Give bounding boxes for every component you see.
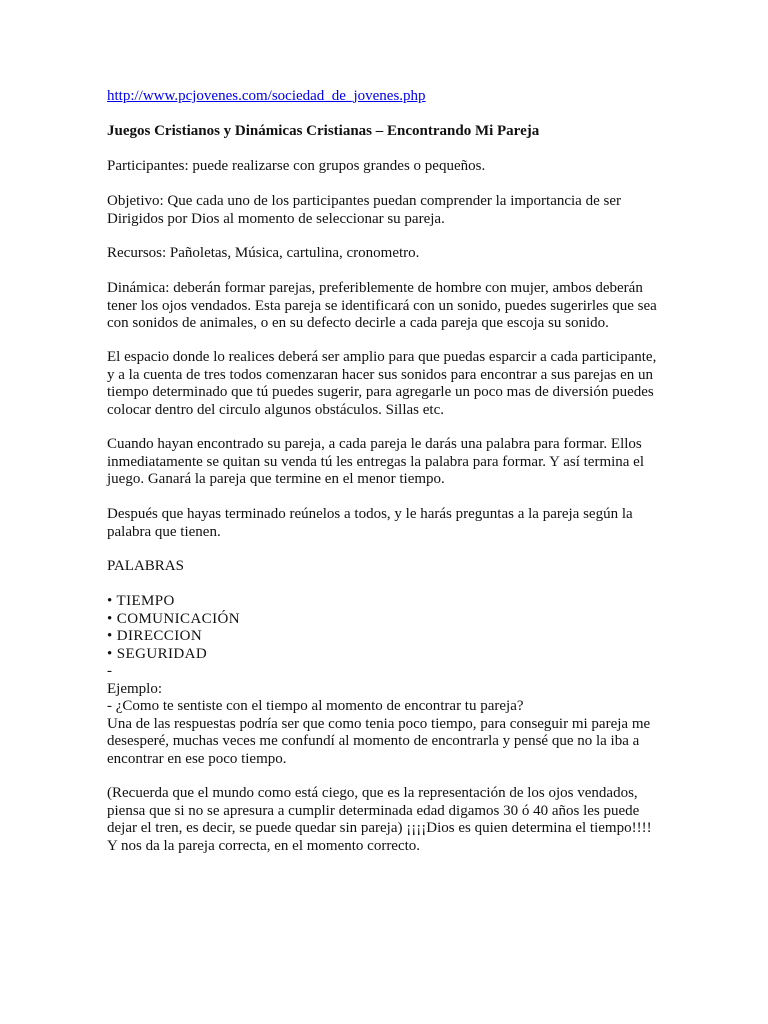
participantes-text: Participantes: puede realizarse con grupos grandes o pequeños. [107,158,486,174]
participantes-paragraph [107,158,667,176]
ejemplo-line: Una de las respuestas podría ser que como tenia poco tiempo, para conseguir mi pareja me [107,715,651,732]
dinamica-paragraph [107,280,667,333]
document-title-text: Juegos Cristianos y Dinámicas Cristianas – Encontrando Mi Pareja [107,123,540,139]
despues-paragraph [107,506,667,541]
ejemplo-line: - [107,663,112,679]
recursos-paragraph [107,245,667,263]
recuerda-paragraph [107,785,667,855]
espacio-paragraph [107,349,667,419]
recursos-text: Recursos: Pañoletas, Música, cartulina, cronometro. [107,245,420,261]
objetivo-line: Dirigidos por Dios al momento de seleccionar su pareja. [107,210,445,227]
ejemplo-line: Ejemplo: [107,680,162,697]
ejemplo-line: encontrar en ese poco tiempo. [107,750,287,767]
dinamica-line: tener los ojos vendados. Esta pareja se identificará con un sonido, puedes sugerirles que sea [107,297,657,314]
list-item: • COMUNICACIÓN [107,610,240,627]
list-item: • SEGURIDAD [107,645,208,662]
dinamica-line: Dinámica: deberán formar parejas, preferiblemente de hombre con mujer, ambos deberán [107,280,643,296]
list-item: • DIRECCION [107,628,203,645]
espacio-line: tiempo determinado que tú puedes sugerir, para agregarle un poco mas de diversión puedes [107,384,654,401]
source-link[interactable]: http://www.pcjovenes.com/sociedad_de_jovenes.php [107,88,426,104]
document-title [107,123,667,141]
cuando-line: juego. Ganará la pareja que termine en el menor tiempo. [107,471,445,488]
objetivo-paragraph [107,193,667,228]
recuerda-line: dejar el tren, es decir, se puede quedar sin pareja) ¡¡¡¡Dios es quien determina el tiempo!!!! [107,820,652,837]
despues-line: palabra que tienen. [107,523,221,540]
palabras-heading [107,558,667,576]
espacio-line: y a la cuenta de tres todos comenzaran hacer sus sonidos para encontrar a sus parejas en un [107,366,654,383]
recuerda-line: piensa que si no se apresura a cumplir determinada edad digamos 30 ó 40 años les puede [107,802,640,819]
cuando-paragraph [107,436,667,489]
source-link-paragraph [107,88,667,106]
ejemplo-paragraph [107,663,667,769]
despues-line: Después que hayas terminado reúnelos a todos, y le harás preguntas a la pareja según la [107,506,633,522]
cuando-line: inmediatamente se quitan su venda tú les entregas la palabra para formar. Y así termina el [107,453,645,470]
list-item: • TIEMPO [107,593,175,609]
palabras-heading-text: PALABRAS [107,558,184,574]
ejemplo-line: - ¿Como te sentiste con el tiempo al momento de encontrar tu pareja? [107,698,524,715]
objetivo-line: Objetivo: Que cada uno de los participantes puedan comprender la importancia de ser [107,193,621,209]
palabras-list [107,593,667,663]
ejemplo-line: desesperé, muchas veces me confundí al momento de encontrarla y pensé que no la iba a [107,733,640,750]
recuerda-line: (Recuerda que el mundo como está ciego, que es la representación de los ojos vendados, [107,785,638,801]
espacio-line: El espacio donde lo realices deberá ser amplio para que puedas esparcir a cada participante, [107,349,657,365]
cuando-line: Cuando hayan encontrado su pareja, a cada pareja le darás una palabra para formar. Ellos [107,436,642,452]
dinamica-line: con sonidos de animales, o en su defecto decirle a cada pareja que escoja su sonido. [107,315,609,332]
espacio-line: colocar dentro del circulo algunos obstáculos. Sillas etc. [107,401,444,418]
recuerda-line: Y nos da la pareja correcta, en el momento correcto. [107,837,421,854]
